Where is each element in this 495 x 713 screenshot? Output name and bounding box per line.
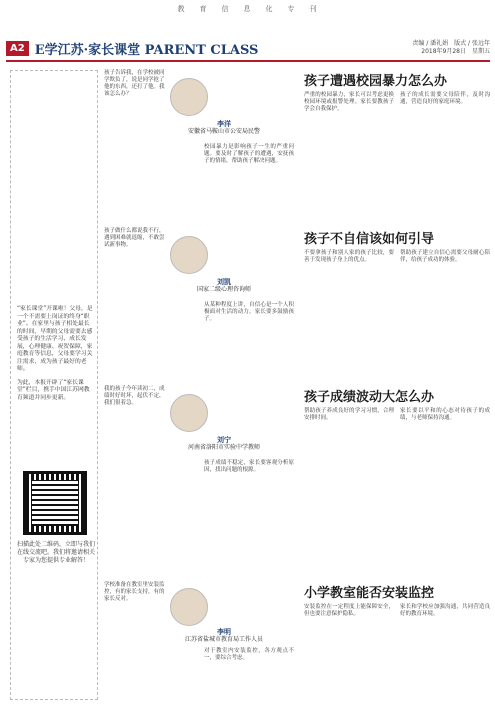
article-body: 帮助孩子建立自信心需要父母耐心陪伴，给孩子成功的体验。: [400, 250, 490, 263]
page-tag: A2: [6, 41, 29, 56]
expert-name: 李明: [217, 628, 231, 636]
article-body: 从某种程度上讲，自信心是一个人积极面对生活的动力。家长要多鼓励孩子。: [204, 302, 294, 322]
masthead-letter: 刊: [309, 5, 318, 13]
article-question: 学校准备在教室里安装监控，有的家长支持，有的家长反对。: [104, 582, 165, 602]
masthead-letter: 教: [177, 5, 186, 13]
avatar: [170, 236, 208, 274]
expert-name: 刘宁: [217, 436, 231, 444]
expert-byline: [174, 436, 274, 452]
article-headline: 孩子成绩波动大怎么办: [304, 390, 435, 405]
qr-code-icon[interactable]: [23, 471, 87, 535]
expert-title: 国家二级心理咨询师: [196, 286, 251, 293]
article-body: 严重的校园暴力，家长可以考虑更换校园环境或报警处理。家长要教孩子学会自我保护。: [304, 92, 394, 112]
article-4: [104, 582, 490, 702]
expert-title: 河南省洛阳市实验中学教师: [187, 444, 260, 451]
expert-byline: [174, 278, 274, 294]
article-1: [104, 70, 490, 220]
expert-name: 刘凯: [217, 278, 231, 286]
masthead-letter: 育: [199, 5, 208, 13]
avatar: [170, 394, 208, 432]
article-body: 家长要以平和的心态对待孩子的成绩，与老师保持沟通。: [400, 408, 490, 421]
column-intro: [17, 306, 95, 402]
page-header: [6, 38, 490, 58]
header-divider: [6, 60, 490, 62]
masthead-letter: 化: [265, 5, 274, 13]
left-sidebar: [10, 70, 98, 700]
article-body: 不要拿孩子和别人家的孩子比较，要善于发现孩子身上的优点。: [304, 250, 394, 263]
article-body: 孩子的成长需要父母陪伴，及时沟通，营造良好的家庭环境。: [400, 92, 490, 105]
expert-byline: [174, 628, 274, 644]
article-headline: 孩子遭遇校园暴力怎么办: [304, 74, 448, 89]
expert-byline: [174, 120, 274, 136]
date-line: 2018年9月28日 星期五: [421, 48, 490, 55]
intro-note: 为此，本报开辟了“家长课堂”栏目，携手中国江苏网教育频道并同步更新。: [17, 379, 90, 401]
article-headline: 小学教室能否安装监控: [304, 586, 435, 601]
article-body: 安装监控在一定程度上能保障安全，但也要注意保护隐私。: [304, 604, 394, 617]
masthead-letters: [0, 0, 495, 18]
expert-name: 李洋: [217, 120, 231, 128]
avatar: [170, 78, 208, 116]
article-question: 我的孩子今年读初二，成绩时好时坏，起伏不定，我们很着急。: [104, 386, 165, 406]
article-3: [104, 386, 490, 536]
page-title: E学江苏·家长课堂 PARENT CLASS: [34, 42, 259, 58]
article-question: 孩子告诉我，在学校被同学欺负了，说是同学抢了他的东西，还打了他。我该怎么办？: [104, 70, 165, 97]
masthead-letter: 专: [287, 5, 296, 13]
masthead-letter: 息: [243, 5, 252, 13]
article-2: [104, 228, 490, 378]
qr-caption: 扫描此处二维码，立即与我们在线交流吧。我们将邀请相关专家为您提供专业解答！: [17, 541, 96, 564]
expert-title: 江苏省盐城市教育局工作人员: [184, 636, 263, 643]
article-body: 校园暴力是影响孩子一生的严重问题。要及时了解孩子的遭遇，安抚孩子的情绪，帮助孩子解决问题。: [204, 144, 294, 164]
article-question: 孩子做什么都说我不行，遇到困难就退缩，不敢尝试新事物。: [104, 228, 165, 248]
article-body: 孩子成绩不稳定，家长要客观分析原因，找出问题的根源。: [204, 460, 294, 473]
avatar: [170, 588, 208, 626]
intro-text: “家长课堂”开课啦！父母，是一个不需要上岗证的终身“职业”。在家里与孩子相处最长的时间，早期的父母需要去感受孩子的生活学习、成长发展，心理健康、祝贺保障，家庭教育等信息，父母要学习关注需求，成为孩子最好的老师。: [17, 306, 93, 372]
article-body: 帮助孩子养成良好的学习习惯，合理安排时间。: [304, 408, 394, 421]
editor-line: 责编 / 潘礼娟 版式 / 张远年: [412, 40, 490, 47]
article-body: 对于教室内安装监控，各方观点不一，要综合考虑。: [204, 648, 294, 661]
article-headline: 孩子不自信该如何引导: [304, 232, 435, 247]
masthead-letter: 信: [221, 5, 230, 13]
page-meta: [412, 40, 490, 56]
expert-title: 安徽省马鞍山市公安局民警: [187, 128, 260, 135]
article-body: 家长和学校应加强沟通，共同营造良好的教育环境。: [400, 604, 490, 617]
